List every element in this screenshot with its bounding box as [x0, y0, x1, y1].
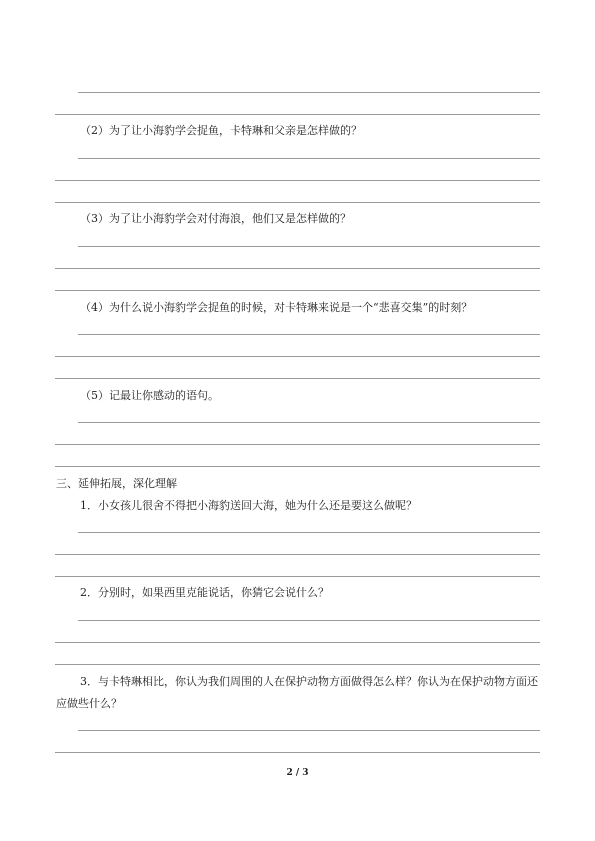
- answer-line: [55, 290, 540, 291]
- answer-line: [55, 444, 540, 445]
- answer-line: [55, 114, 540, 115]
- answer-line: [55, 180, 540, 181]
- question-2: （2）为了让小海豹学会捉鱼，卡特琳和父亲是怎样做的？: [80, 124, 362, 137]
- answer-line: [78, 334, 540, 335]
- answer-line: [55, 466, 540, 467]
- question-4: （4）为什么说小海豹学会捉鱼的时候，对卡特琳来说是一个“悲喜交集”的时刻？: [80, 301, 473, 314]
- section-3-title: 三、延伸拓展，深化理解: [56, 477, 177, 490]
- answer-line: [55, 752, 540, 753]
- answer-line: [55, 642, 540, 643]
- section-3-item-3: 3．与卡特琳相比，你认为我们周围的人在保护动物方面做得怎么样？你认为在保护动物方面还应做些什么？: [56, 675, 538, 710]
- section-3-item-2: 2．分别时，如果西里克能说话，你猜它会说什么？: [80, 586, 329, 599]
- section-3-item-1: 1．小女孩儿很舍不得把小海豹送回大海，她为什么还是要这么做呢？: [80, 499, 417, 512]
- answer-line: [55, 576, 540, 577]
- answer-line: [55, 554, 540, 555]
- page-number: 2 / 3: [286, 768, 309, 778]
- answer-line: [55, 356, 540, 357]
- answer-line: [78, 158, 540, 159]
- answer-line: [55, 202, 540, 203]
- answer-line: [78, 246, 540, 247]
- answer-line: [78, 422, 540, 423]
- answer-line: [78, 532, 540, 533]
- question-5: （5）记最让你感动的语句。: [80, 389, 219, 402]
- answer-line: [55, 268, 540, 269]
- answer-line: [78, 730, 540, 731]
- answer-line: [78, 620, 540, 621]
- answer-line: [55, 378, 540, 379]
- answer-line: [78, 92, 540, 93]
- question-3: （3）为了让小海豹学会对付海浪，他们又是怎样做的？: [80, 212, 351, 225]
- answer-line: [55, 664, 540, 665]
